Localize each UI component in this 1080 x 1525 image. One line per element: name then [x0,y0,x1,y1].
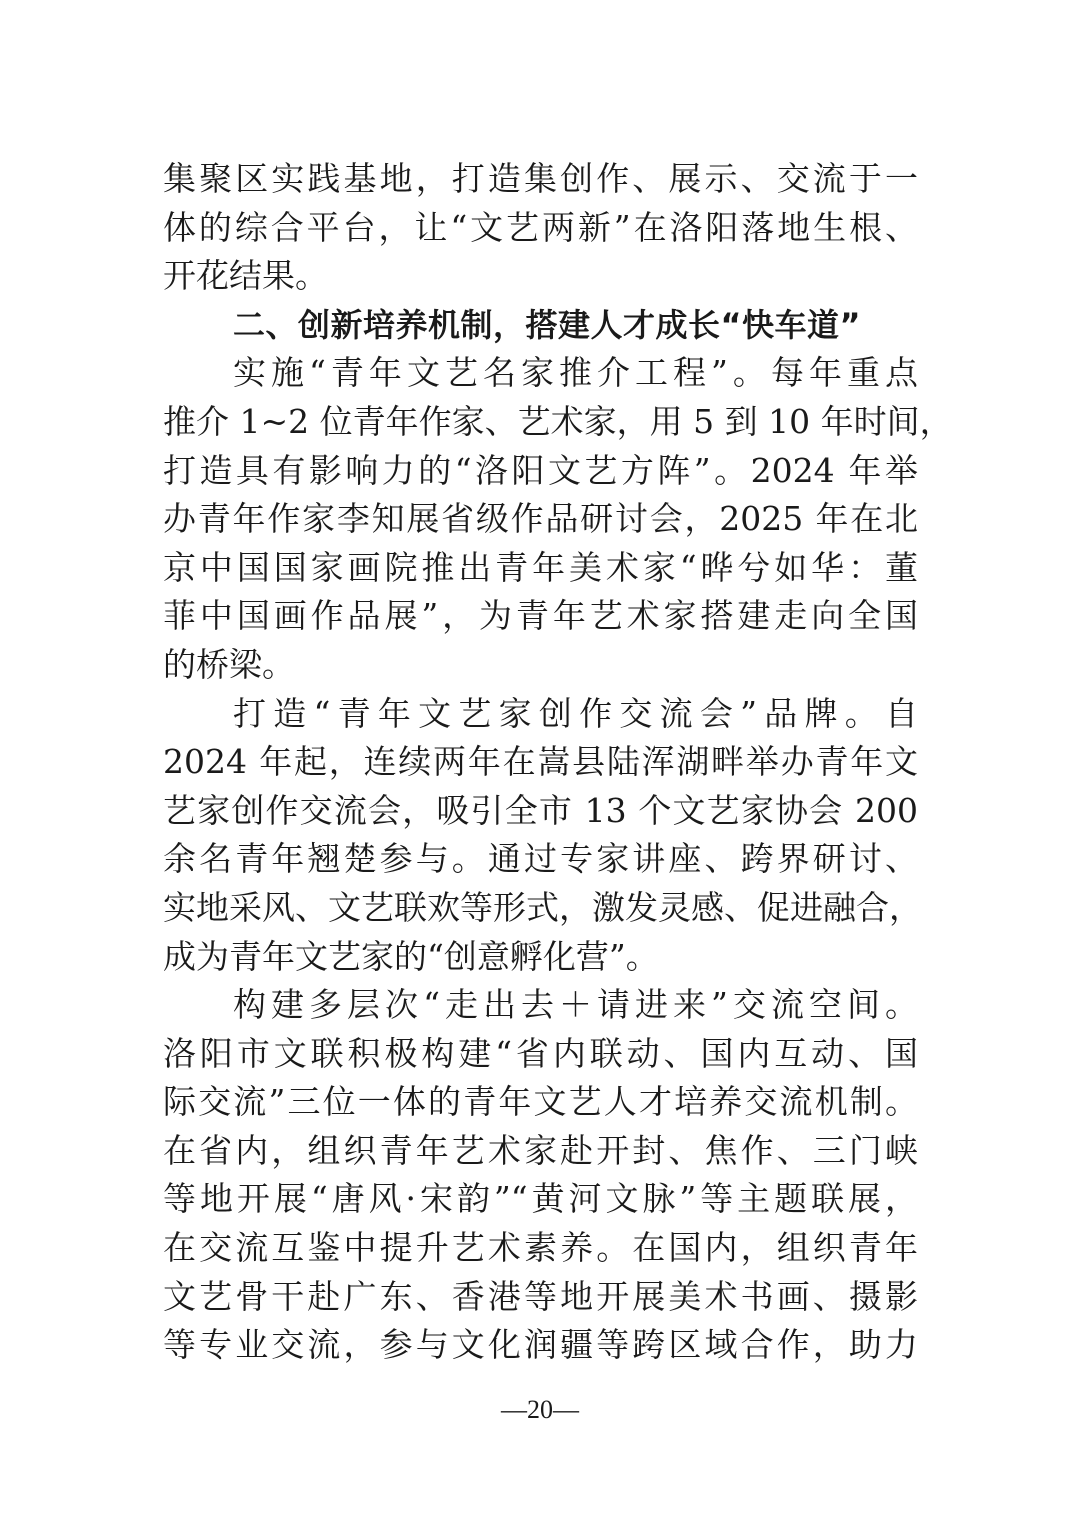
text-line: 际交流”三位一体的青年文艺人才培养交流机制。 [163,1082,918,1122]
text-line: 在省内，组织青年艺术家赴开封、焦作、三门峡 [163,1130,918,1170]
text-line: 成为青年文艺家的“创意孵化营”。 [163,936,659,976]
text-line: 京中国国家画院推出青年美术家“晔兮如华：董 [163,547,918,587]
text-line: 集聚区实践基地，打造集创作、展示、交流于一 [163,159,918,198]
section-heading: 二、创新培养机制，搭建人才成长“快车道” [233,305,862,344]
text-line: 余名青年翘楚参与。通过专家讲座、跨界研讨、 [163,839,918,879]
text-line: 洛阳市文联积极构建“省内联动、国内互动、国 [163,1033,918,1073]
text-line: 等地开展“唐风·宋韵”“黄河文脉”等主题联展， [163,1179,918,1219]
text-line: 开花结果。 [163,256,328,296]
paragraph-first-line: 打造“青年文艺家创作交流会”品牌。自 [233,693,918,733]
text-line: 在交流互鉴中提升艺术素养。在国内，组织青年 [163,1228,918,1268]
paragraph-first-line: 构建多层次“走出去＋请进来”交流空间。 [233,985,918,1025]
text-line: 打造具有影响力的“洛阳文艺方阵”。2024 年举 [163,450,918,490]
text-line: 推介 1~2 位青年作家、艺术家，用 5 到 10 年时间， [163,401,953,441]
text-line: 实地采风、文艺联欢等形式，激发灵感、促进融合， [163,887,922,927]
text-line: 的桥梁。 [163,644,295,684]
text-line: 办青年作家李知展省级作品研讨会，2025 年在北 [163,499,918,539]
text-line: 等专业交流，参与文化润疆等跨区域合作，助力 [163,1325,918,1365]
text-line: 2024 年起，连续两年在嵩县陆浑湖畔举办青年文 [163,742,918,782]
text-line: 文艺骨干赴广东、香港等地开展美术书画、摄影 [163,1276,918,1316]
page-number: —20— [501,1395,579,1424]
text-line: 体的综合平台，让“文艺两新”在洛阳落地生根、 [163,207,918,247]
paragraph-first-line: 实施“青年文艺名家推介工程”。每年重点 [233,353,918,393]
body-text [163,155,953,1370]
text-line: 菲中国画作品展”，为青年艺术家搭建走向全国 [163,596,918,636]
text-line: 艺家创作交流会，吸引全市 13 个文艺家协会 200 [163,790,918,830]
